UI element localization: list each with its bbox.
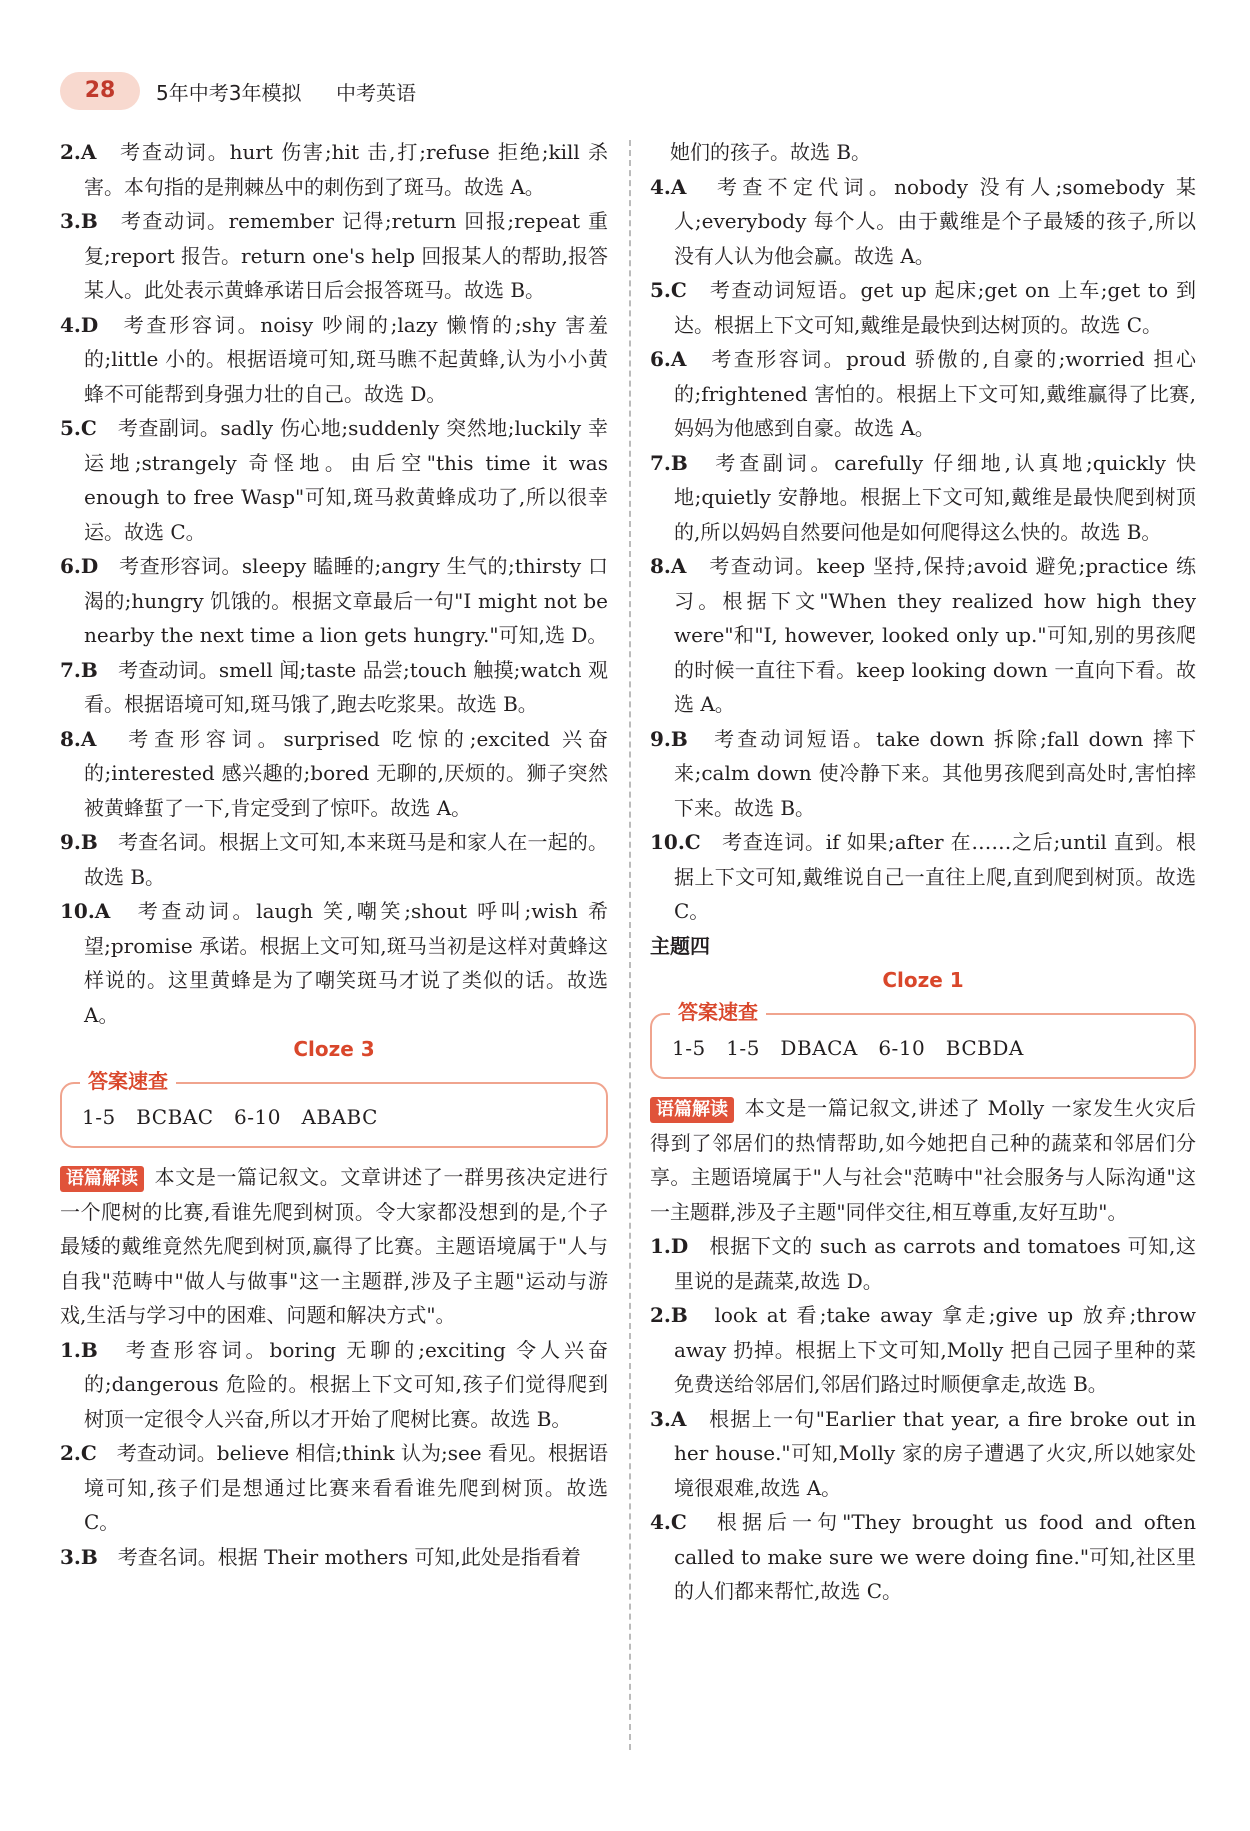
explanation-item (60, 1333, 608, 1437)
answer-quick-check-label: 答案速查 (80, 1064, 176, 1098)
item-number: 9.B (60, 830, 98, 854)
explanation-item (60, 549, 608, 653)
item-number: 5.C (650, 278, 687, 302)
item-text: 考查形容词。surprised 吃惊的;excited 兴奋的;interested 感兴趣的;bored 无聊的,厌烦的。狮子突然被黄蜂蜇了一下,肯定受到了惊吓。故选 A。 (84, 726, 609, 820)
item-text: 考查连词。if 如果;after 在……之后;until 直到。根据上下文可知,戴维说自己一直往上爬,直到爬到树顶。故选 C。 (674, 830, 1197, 923)
explanation-item (60, 204, 608, 308)
item-number: 3.A (650, 1406, 687, 1431)
item-number: 3.B (60, 209, 98, 233)
column-divider (629, 140, 631, 1750)
reading-analysis (650, 1091, 1196, 1229)
item-text: 考查形容词。proud 骄傲的,自豪的;worried 担心的;frightened 害怕的。根据上下文可知,戴维赢得了比赛,妈妈为他感到自豪。故选 A。 (674, 347, 1197, 440)
explanation-item (60, 653, 608, 722)
item-number: 2.A (60, 140, 97, 164)
answer-quick-check-box (650, 1000, 1196, 1079)
explanation-item (650, 1298, 1196, 1402)
item-number: 6.A (650, 347, 687, 371)
explanation-item (60, 825, 608, 894)
book-title: 5年中考3年模拟 (156, 81, 302, 105)
continuation-text: 她们的孩子。故选 B。 (670, 140, 872, 164)
explanation-item (650, 273, 1196, 342)
item-text: 根据后一句"They brought us food and often called to make sure we were doing fine."可知,社区里的人们都来帮忙,故选 C。 (674, 1510, 1196, 1603)
item-number: 6.D (60, 554, 99, 578)
explanation-item (60, 722, 608, 826)
item-text: 考查不定代词。nobody 没有人;somebody 某人;everybody 每个人。由于戴维是个子最矮的孩子,所以没有人认为他会赢。故选 A。 (674, 174, 1197, 268)
reading-analysis (60, 1160, 608, 1333)
explanation-item (650, 825, 1196, 929)
item-number: 10.C (650, 830, 701, 854)
item-number: 4.A (650, 174, 687, 199)
answer-quick-check-label: 答案速查 (670, 995, 766, 1029)
item-number: 10.A (60, 899, 111, 923)
explanation-item (650, 342, 1196, 446)
item-number: 4.C (650, 1510, 687, 1534)
item-text: 考查形容词。boring 无聊的;exciting 令人兴奋的;dangerous 危险的。根据上下文可知,孩子们觉得爬到树顶一定很令人兴奋,所以才开始了爬树比赛。故选 B。 (84, 1337, 608, 1431)
cloze-3-title: Cloze 3 (293, 1037, 375, 1061)
explanation-item (60, 135, 608, 204)
page-header (60, 72, 620, 110)
item-text: 考查动词。laugh 笑,嘲笑;shout 呼叫;wish 希望;promise 承诺。根据上文可知,斑马当初是这样对黄蜂这样说的。这里黄蜂是为了嘲笑斑马才说了类似的话。故选 A。 (84, 899, 608, 1027)
item-number: 5.C (60, 416, 97, 440)
explanation-item (650, 549, 1196, 722)
reading-analysis-tag: 语篇解读 (60, 1166, 144, 1192)
explanation-item (650, 170, 1196, 274)
theme-heading: 主题四 (650, 933, 710, 958)
explanation-item (650, 1402, 1196, 1506)
item-text: look at 看;take away 拿走;give up 放弃;throw away 扔掉。根据上下文可知,Molly 把自己园子里种的菜免费送给邻居们,邻居们路过时顺便拿走,故选 B。 (674, 1303, 1196, 1396)
item-text: 考查副词。sadly 伤心地;suddenly 突然地;luckily 幸运地;strangely 奇怪地。由后空"this time it was enough to free Wasp"可知,斑马救黄蜂成功了,所以很幸运。故选 C。 (84, 416, 608, 544)
cloze-1-title: Cloze 1 (882, 968, 964, 992)
book-subtitle: 中考英语 (336, 81, 416, 105)
explanation-item (60, 1540, 608, 1575)
item-text: 考查动词短语。get up 起床;get on 上车;get to 到达。根据上下文可知,戴维是最快到达树顶的。故选 C。 (674, 278, 1196, 337)
item-number: 2.C (60, 1441, 97, 1465)
left-column (60, 135, 608, 1574)
answer-quick-check-box (60, 1069, 608, 1148)
item-text: 考查名词。根据 Their mothers 可知,此处是指看着 (117, 1544, 581, 1569)
reading-analysis-tag: 语篇解读 (650, 1097, 734, 1123)
item-number: 3.B (60, 1544, 98, 1569)
item-number: 7.B (650, 450, 688, 475)
item-text: 考查动词。remember 记得;return 回报;repeat 重复;report 报告。return one's help 回报某人的帮助,报答某人。此处表示黄蜂承诺日后会报答斑马。故选 B。 (84, 209, 608, 302)
reading-analysis-text: 本文是一篇记叙文,讲述了 Molly 一家发生火灾后得到了邻居们的热情帮助,如今她把自己种的蔬菜和邻居们分享。主题语境属于"人与社会"范畴中"社会服务与人际沟通"这一主题群,涉及子主题"同伴交往,相互尊重,友好互助"。 (650, 1096, 1196, 1224)
item-number: 2.B (650, 1303, 688, 1327)
answer-explanations-cloze3-cont (650, 170, 1196, 929)
item-text: 考查动词。smell 闻;taste 品尝;touch 触摸;watch 观看。根据语境可知,斑马饿了,跑去吃浆果。故选 B。 (84, 657, 609, 716)
item-number: 9.B (650, 726, 688, 751)
item-text: 根据下文的 such as carrots and tomatoes 可知,这里说的是蔬菜,故选 D。 (674, 1234, 1196, 1293)
item-number: 4.D (60, 312, 99, 337)
explanation-item (60, 411, 608, 549)
item-text: 考查形容词。noisy 吵闹的;lazy 懒惰的;shy 害羞的;little 小的。根据语境可知,斑马瞧不起黄蜂,认为小小黄蜂不可能帮到身强力壮的自己。故选 D。 (84, 312, 609, 406)
explanation-item (60, 1436, 608, 1540)
answer-explanations-cloze2 (60, 135, 608, 1032)
page-number: 28 (60, 72, 140, 110)
right-column (650, 135, 1196, 1609)
item-text: 考查动词短语。take down 拆除;fall down 摔下来;calm down 使冷静下来。其他男孩爬到高处时,害怕摔下来。故选 B。 (674, 726, 1197, 820)
item-number: 1.D (650, 1234, 689, 1258)
item-text: 考查副词。carefully 仔细地,认真地;quickly 快地;quietly 安静地。根据上下文可知,戴维是最快爬到树顶的,所以妈妈自然要问他是如何爬得这么快的。故选 B。 (674, 450, 1197, 544)
item-number: 8.A (60, 726, 97, 751)
item-text: 根据上一句"Earlier that year, a fire broke out in her house."可知,Molly 家的房子遭遇了火灾,所以她家处境很艰难,故选 A。 (674, 1406, 1196, 1500)
explanation-item (60, 894, 608, 1032)
answer-key: 1-5 BCBAC 6-10 ABABC (82, 1105, 378, 1129)
item-text: 考查动词。keep 坚持,保持;avoid 避免;practice 练习。根据下文"When they realized how high they were"和"I, however, looked only up."可知,别的男孩爬的时候一直往下看。keep looking down 一直向下看。故选 A。 (674, 554, 1197, 716)
explanation-item (650, 446, 1196, 550)
item-number: 1.B (60, 1337, 98, 1362)
answer-key: 1-5 1-5 DBACA 6-10 BCBDA (672, 1036, 1024, 1060)
item-text: 考查动词。hurt 伤害;hit 击,打;refuse 拒绝;kill 杀害。本句指的是荆棘丛中的刺伤到了斑马。故选 A。 (84, 140, 609, 199)
item-number: 8.A (650, 554, 687, 578)
item-text: 考查形容词。sleepy 瞌睡的;angry 生气的;thirsty 口渴的;hungry 饥饿的。根据文章最后一句"I might not be nearby the next time a lion gets hungry."可知,选 D。 (84, 554, 608, 647)
reading-analysis-text: 本文是一篇记叙文。文章讲述了一群男孩决定进行一个爬树的比赛,看谁先爬到树顶。令大家都没想到的是,个子最矮的戴维竟然先爬到树顶,赢得了比赛。主题语境属于"人与自我"范畴中"做人与做事"这一主题群,涉及子主题"运动与游戏,生活与学习中的困难、问题和解决方式"。 (60, 1165, 608, 1327)
explanation-item (650, 1505, 1196, 1609)
item-text: 考查名词。根据上文可知,本来斑马是和家人在一起的。故选 B。 (84, 830, 608, 889)
item-number: 7.B (60, 657, 98, 682)
explanation-item (650, 722, 1196, 826)
answer-explanations-cloze1 (650, 1229, 1196, 1609)
item-text: 考查动词。believe 相信;think 认为;see 看见。根据语境可知,孩子们是想通过比赛来看看谁先爬到树顶。故选 C。 (84, 1441, 608, 1534)
answer-explanations-cloze3 (60, 1333, 608, 1575)
explanation-item (650, 1229, 1196, 1298)
explanation-item (60, 308, 608, 412)
